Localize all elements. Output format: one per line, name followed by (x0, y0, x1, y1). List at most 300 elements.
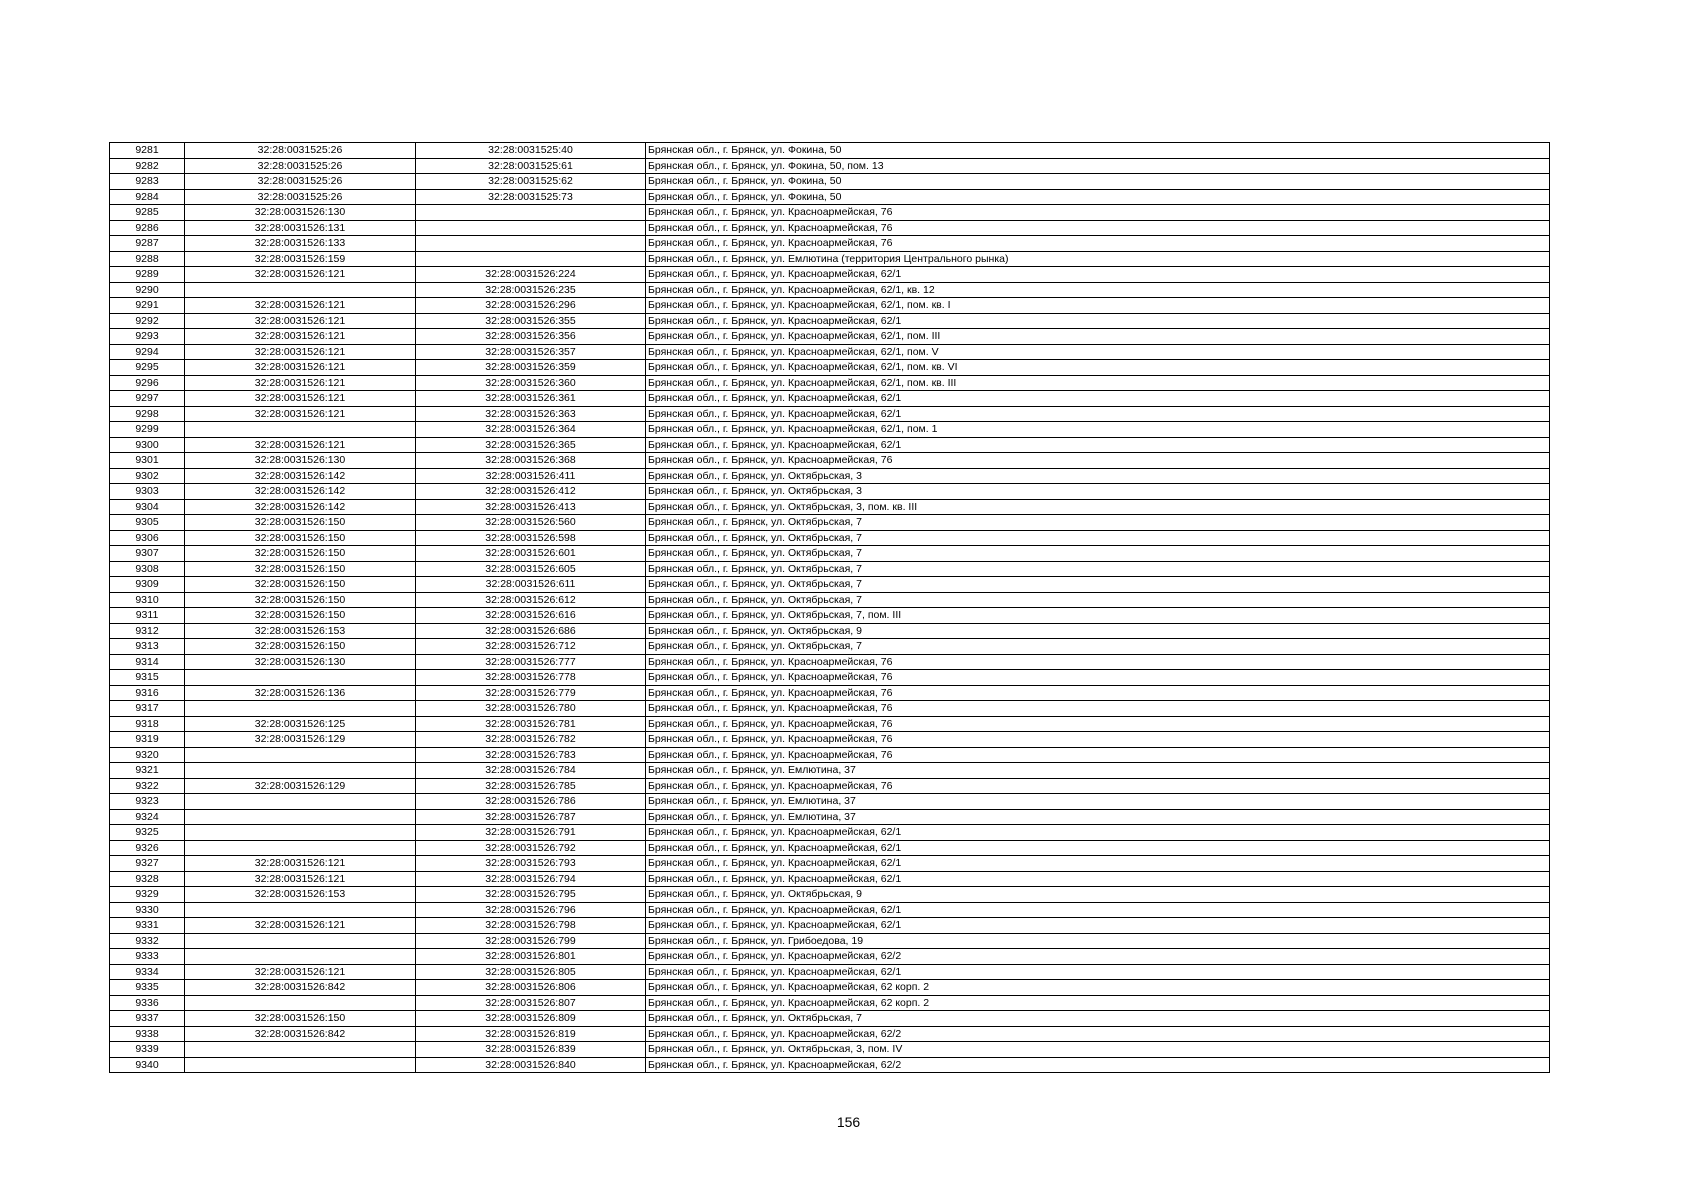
cell-row-number: 9318 (110, 716, 185, 732)
cell-cadastral-number: 32:28:0031526:364 (416, 422, 646, 438)
cell-address: Брянская обл., г. Брянск, ул. Красноармейская, 76 (646, 453, 1550, 469)
cell-row-number: 9289 (110, 267, 185, 283)
cell-address: Брянская обл., г. Брянск, ул. Октябрьская, 9 (646, 623, 1550, 639)
cell-parent-cadastral-number (185, 794, 416, 810)
cell-cadastral-number: 32:28:0031526:601 (416, 546, 646, 562)
cell-address: Брянская обл., г. Брянск, ул. Красноармейская, 76 (646, 220, 1550, 236)
cell-parent-cadastral-number: 32:28:0031526:142 (185, 499, 416, 515)
cell-parent-cadastral-number: 32:28:0031526:130 (185, 453, 416, 469)
cell-address: Брянская обл., г. Брянск, ул. Красноармейская, 62/1, пом. кв. VI (646, 360, 1550, 376)
cell-address: Брянская обл., г. Брянск, ул. Красноармейская, 62/1 (646, 437, 1550, 453)
cell-parent-cadastral-number (185, 282, 416, 298)
cell-parent-cadastral-number: 32:28:0031526:142 (185, 484, 416, 500)
table-row (110, 794, 1550, 810)
table-row (110, 949, 1550, 965)
cell-parent-cadastral-number: 32:28:0031526:129 (185, 732, 416, 748)
cell-parent-cadastral-number: 32:28:0031526:129 (185, 778, 416, 794)
cell-parent-cadastral-number (185, 809, 416, 825)
cell-cadastral-number: 32:28:0031526:368 (416, 453, 646, 469)
cell-cadastral-number: 32:28:0031526:794 (416, 871, 646, 887)
cell-address: Брянская обл., г. Брянск, ул. Красноармейская, 62/1, пом. III (646, 329, 1550, 345)
table-row (110, 329, 1550, 345)
cell-row-number: 9313 (110, 639, 185, 655)
cell-address: Брянская обл., г. Брянск, ул. Красноармейская, 76 (646, 685, 1550, 701)
table-row (110, 592, 1550, 608)
table-row (110, 298, 1550, 314)
cell-row-number: 9287 (110, 236, 185, 252)
cell-parent-cadastral-number: 32:28:0031526:121 (185, 329, 416, 345)
table-row (110, 840, 1550, 856)
cell-address: Брянская обл., г. Брянск, ул. Октябрьская, 3, пом. IV (646, 1042, 1550, 1058)
cell-row-number: 9292 (110, 313, 185, 329)
cell-address: Брянская обл., г. Брянск, ул. Фокина, 50 (646, 174, 1550, 190)
cell-cadastral-number: 32:28:0031526:796 (416, 902, 646, 918)
cell-cadastral-number: 32:28:0031526:412 (416, 484, 646, 500)
cell-address: Брянская обл., г. Брянск, ул. Октябрьская, 3 (646, 484, 1550, 500)
cell-cadastral-number (416, 251, 646, 267)
cell-address: Брянская обл., г. Брянск, ул. Фокина, 50, пом. 13 (646, 158, 1550, 174)
table-row (110, 437, 1550, 453)
cell-parent-cadastral-number (185, 933, 416, 949)
cell-row-number: 9311 (110, 608, 185, 624)
cell-row-number: 9285 (110, 205, 185, 221)
cell-cadastral-number: 32:28:0031526:355 (416, 313, 646, 329)
cell-parent-cadastral-number: 32:28:0031526:121 (185, 375, 416, 391)
table-row (110, 701, 1550, 717)
cell-parent-cadastral-number: 32:28:0031526:121 (185, 298, 416, 314)
cell-row-number: 9328 (110, 871, 185, 887)
cell-address: Брянская обл., г. Брянск, ул. Емлютина, 37 (646, 763, 1550, 779)
cell-cadastral-number: 32:28:0031526:787 (416, 809, 646, 825)
table-row (110, 825, 1550, 841)
cell-cadastral-number: 32:28:0031526:809 (416, 1011, 646, 1027)
cell-cadastral-number: 32:28:0031526:791 (416, 825, 646, 841)
cell-cadastral-number: 32:28:0031526:365 (416, 437, 646, 453)
table-row (110, 143, 1550, 159)
cell-cadastral-number: 32:28:0031526:778 (416, 670, 646, 686)
table-row (110, 902, 1550, 918)
cell-row-number: 9317 (110, 701, 185, 717)
cell-cadastral-number: 32:28:0031526:786 (416, 794, 646, 810)
cell-cadastral-number: 32:28:0031526:807 (416, 995, 646, 1011)
cell-cadastral-number: 32:28:0031526:612 (416, 592, 646, 608)
table-row (110, 1011, 1550, 1027)
cell-row-number: 9293 (110, 329, 185, 345)
cell-row-number: 9281 (110, 143, 185, 159)
table-row (110, 220, 1550, 236)
cell-cadastral-number: 32:28:0031526:792 (416, 840, 646, 856)
cell-row-number: 9339 (110, 1042, 185, 1058)
cell-address: Брянская обл., г. Брянск, ул. Красноармейская, 62/1 (646, 964, 1550, 980)
cell-cadastral-number: 32:28:0031526:801 (416, 949, 646, 965)
table-row (110, 670, 1550, 686)
cell-row-number: 9335 (110, 980, 185, 996)
cell-parent-cadastral-number (185, 825, 416, 841)
cell-parent-cadastral-number: 32:28:0031526:150 (185, 639, 416, 655)
cell-cadastral-number: 32:28:0031526:361 (416, 391, 646, 407)
page-number: 156 (836, 1114, 861, 1130)
cell-parent-cadastral-number: 32:28:0031526:130 (185, 654, 416, 670)
cell-row-number: 9316 (110, 685, 185, 701)
cell-row-number: 9330 (110, 902, 185, 918)
cell-address: Брянская обл., г. Брянск, ул. Красноармейская, 62/1, пом. кв. III (646, 375, 1550, 391)
cell-row-number: 9295 (110, 360, 185, 376)
cell-row-number: 9301 (110, 453, 185, 469)
cell-cadastral-number: 32:28:0031525:40 (416, 143, 646, 159)
table-row (110, 360, 1550, 376)
cell-parent-cadastral-number: 32:28:0031526:150 (185, 577, 416, 593)
cell-row-number: 9283 (110, 174, 185, 190)
cell-row-number: 9325 (110, 825, 185, 841)
table-row (110, 422, 1550, 438)
cell-row-number: 9302 (110, 468, 185, 484)
cell-cadastral-number: 32:28:0031526:413 (416, 499, 646, 515)
table-row (110, 453, 1550, 469)
cell-address: Брянская обл., г. Брянск, ул. Красноармейская, 62/1 (646, 267, 1550, 283)
cell-cadastral-number (416, 220, 646, 236)
cell-address: Брянская обл., г. Брянск, ул. Красноармейская, 62/1, пом. V (646, 344, 1550, 360)
cell-row-number: 9340 (110, 1057, 185, 1073)
table-row (110, 747, 1550, 763)
table-row (110, 251, 1550, 267)
cell-cadastral-number: 32:28:0031526:784 (416, 763, 646, 779)
cell-row-number: 9303 (110, 484, 185, 500)
cell-row-number: 9294 (110, 344, 185, 360)
cell-row-number: 9321 (110, 763, 185, 779)
cell-address: Брянская обл., г. Брянск, ул. Октябрьская, 7 (646, 577, 1550, 593)
table-row (110, 716, 1550, 732)
table-row (110, 375, 1550, 391)
cell-cadastral-number: 32:28:0031526:359 (416, 360, 646, 376)
cell-parent-cadastral-number: 32:28:0031526:121 (185, 856, 416, 872)
cell-cadastral-number: 32:28:0031526:785 (416, 778, 646, 794)
cell-parent-cadastral-number: 32:28:0031526:150 (185, 1011, 416, 1027)
cell-cadastral-number: 32:28:0031526:840 (416, 1057, 646, 1073)
table-row (110, 577, 1550, 593)
cell-cadastral-number: 32:28:0031526:616 (416, 608, 646, 624)
cell-cadastral-number: 32:28:0031526:806 (416, 980, 646, 996)
cell-cadastral-number: 32:28:0031526:805 (416, 964, 646, 980)
cell-parent-cadastral-number: 32:28:0031526:153 (185, 623, 416, 639)
cell-row-number: 9333 (110, 949, 185, 965)
cell-parent-cadastral-number: 32:28:0031526:131 (185, 220, 416, 236)
table-row (110, 205, 1550, 221)
cell-cadastral-number: 32:28:0031526:560 (416, 515, 646, 531)
table-row (110, 639, 1550, 655)
table-row (110, 158, 1550, 174)
cell-address: Брянская обл., г. Брянск, ул. Красноармейская, 62/1 (646, 391, 1550, 407)
cell-address: Брянская обл., г. Брянск, ул. Красноармейская, 62/2 (646, 949, 1550, 965)
table-row (110, 391, 1550, 407)
table-row (110, 267, 1550, 283)
cell-address: Брянская обл., г. Брянск, ул. Красноармейская, 62/1 (646, 902, 1550, 918)
cell-parent-cadastral-number: 32:28:0031526:121 (185, 344, 416, 360)
cadastral-table (109, 142, 1550, 1073)
cell-row-number: 9331 (110, 918, 185, 934)
table-row (110, 468, 1550, 484)
cell-row-number: 9290 (110, 282, 185, 298)
cell-row-number: 9314 (110, 654, 185, 670)
cell-cadastral-number: 32:28:0031526:795 (416, 887, 646, 903)
cell-cadastral-number: 32:28:0031526:799 (416, 933, 646, 949)
cell-parent-cadastral-number: 32:28:0031525:26 (185, 174, 416, 190)
cell-address: Брянская обл., г. Брянск, ул. Красноармейская, 62/2 (646, 1026, 1550, 1042)
cell-cadastral-number (416, 205, 646, 221)
cell-cadastral-number: 32:28:0031525:73 (416, 189, 646, 205)
cell-address: Брянская обл., г. Брянск, ул. Октябрьская, 9 (646, 887, 1550, 903)
table-row (110, 530, 1550, 546)
cell-address: Брянская обл., г. Брянск, ул. Октябрьская, 7, пом. III (646, 608, 1550, 624)
cell-cadastral-number: 32:28:0031526:605 (416, 561, 646, 577)
cell-address: Брянская обл., г. Брянск, ул. Красноармейская, 62/1, пом. 1 (646, 422, 1550, 438)
cell-parent-cadastral-number: 32:28:0031526:136 (185, 685, 416, 701)
cell-row-number: 9336 (110, 995, 185, 1011)
table-row (110, 685, 1550, 701)
table-row (110, 174, 1550, 190)
cell-address: Брянская обл., г. Брянск, ул. Красноармейская, 62/2 (646, 1057, 1550, 1073)
cell-cadastral-number: 32:28:0031526:781 (416, 716, 646, 732)
table-row (110, 995, 1550, 1011)
table-row (110, 561, 1550, 577)
cell-cadastral-number: 32:28:0031526:611 (416, 577, 646, 593)
cell-cadastral-number: 32:28:0031526:224 (416, 267, 646, 283)
cell-cadastral-number: 32:28:0031526:777 (416, 654, 646, 670)
cell-address: Брянская обл., г. Брянск, ул. Красноармейская, 76 (646, 236, 1550, 252)
cell-address: Брянская обл., г. Брянск, ул. Красноармейская, 76 (646, 732, 1550, 748)
cell-row-number: 9315 (110, 670, 185, 686)
cell-cadastral-number: 32:28:0031526:780 (416, 701, 646, 717)
cell-address: Брянская обл., г. Брянск, ул. Октябрьская, 7 (646, 530, 1550, 546)
table-body (110, 143, 1550, 1073)
cell-row-number: 9332 (110, 933, 185, 949)
cell-parent-cadastral-number: 32:28:0031526:842 (185, 980, 416, 996)
cell-cadastral-number: 32:28:0031526:357 (416, 344, 646, 360)
cell-address: Брянская обл., г. Брянск, ул. Красноармейская, 76 (646, 654, 1550, 670)
cell-row-number: 9309 (110, 577, 185, 593)
cell-parent-cadastral-number: 32:28:0031526:121 (185, 267, 416, 283)
cell-parent-cadastral-number: 32:28:0031526:121 (185, 918, 416, 934)
table-row (110, 1026, 1550, 1042)
cell-address: Брянская обл., г. Брянск, ул. Красноармейская, 62/1 (646, 840, 1550, 856)
cell-row-number: 9296 (110, 375, 185, 391)
cell-row-number: 9305 (110, 515, 185, 531)
cell-parent-cadastral-number (185, 747, 416, 763)
cell-address: Брянская обл., г. Брянск, ул. Красноармейская, 62/1, кв. 12 (646, 282, 1550, 298)
table-row (110, 623, 1550, 639)
cell-cadastral-number: 32:28:0031526:819 (416, 1026, 646, 1042)
cell-cadastral-number: 32:28:0031526:793 (416, 856, 646, 872)
cell-address: Брянская обл., г. Брянск, ул. Красноармейская, 62/1 (646, 825, 1550, 841)
cell-parent-cadastral-number: 32:28:0031526:121 (185, 871, 416, 887)
cell-parent-cadastral-number: 32:28:0031526:150 (185, 546, 416, 562)
cell-cadastral-number: 32:28:0031526:798 (416, 918, 646, 934)
table-row (110, 809, 1550, 825)
cell-cadastral-number: 32:28:0031526:782 (416, 732, 646, 748)
cell-cadastral-number: 32:28:0031526:356 (416, 329, 646, 345)
cell-cadastral-number: 32:28:0031526:839 (416, 1042, 646, 1058)
cell-parent-cadastral-number (185, 670, 416, 686)
table-row (110, 406, 1550, 422)
cell-parent-cadastral-number (185, 1057, 416, 1073)
cell-row-number: 9306 (110, 530, 185, 546)
cell-parent-cadastral-number (185, 701, 416, 717)
cell-parent-cadastral-number: 32:28:0031525:26 (185, 143, 416, 159)
cell-address: Брянская обл., г. Брянск, ул. Красноармейская, 62/1 (646, 871, 1550, 887)
cell-row-number: 9299 (110, 422, 185, 438)
cell-row-number: 9327 (110, 856, 185, 872)
cell-address: Брянская обл., г. Брянск, ул. Октябрьская, 3, пом. кв. III (646, 499, 1550, 515)
cell-parent-cadastral-number: 32:28:0031526:842 (185, 1026, 416, 1042)
table-row (110, 1057, 1550, 1073)
cell-parent-cadastral-number: 32:28:0031526:121 (185, 964, 416, 980)
cell-cadastral-number: 32:28:0031526:598 (416, 530, 646, 546)
cell-cadastral-number: 32:28:0031525:62 (416, 174, 646, 190)
cell-row-number: 9307 (110, 546, 185, 562)
cell-parent-cadastral-number (185, 840, 416, 856)
cell-cadastral-number: 32:28:0031526:296 (416, 298, 646, 314)
cell-row-number: 9291 (110, 298, 185, 314)
cell-parent-cadastral-number (185, 422, 416, 438)
cell-parent-cadastral-number: 32:28:0031526:150 (185, 592, 416, 608)
cell-parent-cadastral-number: 32:28:0031526:150 (185, 561, 416, 577)
table-row (110, 933, 1550, 949)
cell-cadastral-number: 32:28:0031526:779 (416, 685, 646, 701)
cell-address: Брянская обл., г. Брянск, ул. Красноармейская, 76 (646, 670, 1550, 686)
cell-row-number: 9337 (110, 1011, 185, 1027)
cell-address: Брянская обл., г. Брянск, ул. Емлютина (территория Центрального рынка) (646, 251, 1550, 267)
cell-parent-cadastral-number: 32:28:0031526:130 (185, 205, 416, 221)
cell-row-number: 9284 (110, 189, 185, 205)
cell-row-number: 9282 (110, 158, 185, 174)
cell-parent-cadastral-number: 32:28:0031526:159 (185, 251, 416, 267)
cell-row-number: 9308 (110, 561, 185, 577)
table-row (110, 1042, 1550, 1058)
cell-row-number: 9310 (110, 592, 185, 608)
cell-row-number: 9320 (110, 747, 185, 763)
table-row (110, 313, 1550, 329)
cell-parent-cadastral-number: 32:28:0031526:150 (185, 515, 416, 531)
cell-address: Брянская обл., г. Брянск, ул. Октябрьская, 7 (646, 1011, 1550, 1027)
cell-parent-cadastral-number: 32:28:0031526:121 (185, 437, 416, 453)
cell-cadastral-number: 32:28:0031526:360 (416, 375, 646, 391)
cell-cadastral-number: 32:28:0031526:686 (416, 623, 646, 639)
cell-parent-cadastral-number: 32:28:0031526:121 (185, 406, 416, 422)
cell-cadastral-number: 32:28:0031526:363 (416, 406, 646, 422)
table-row (110, 236, 1550, 252)
cell-row-number: 9286 (110, 220, 185, 236)
table-row (110, 499, 1550, 515)
cell-row-number: 9319 (110, 732, 185, 748)
cell-cadastral-number: 32:28:0031526:783 (416, 747, 646, 763)
table-row (110, 778, 1550, 794)
cell-row-number: 9338 (110, 1026, 185, 1042)
cell-address: Брянская обл., г. Брянск, ул. Красноармейская, 76 (646, 701, 1550, 717)
cell-address: Брянская обл., г. Брянск, ул. Емлютина, 37 (646, 809, 1550, 825)
cell-address: Брянская обл., г. Брянск, ул. Октябрьская, 7 (646, 561, 1550, 577)
table-row (110, 484, 1550, 500)
cell-parent-cadastral-number: 32:28:0031526:121 (185, 313, 416, 329)
cell-address: Брянская обл., г. Брянск, ул. Красноармейская, 76 (646, 205, 1550, 221)
cell-row-number: 9312 (110, 623, 185, 639)
table-row (110, 189, 1550, 205)
cell-parent-cadastral-number: 32:28:0031526:150 (185, 530, 416, 546)
table-row (110, 546, 1550, 562)
cell-row-number: 9304 (110, 499, 185, 515)
cell-address: Брянская обл., г. Брянск, ул. Грибоедова, 19 (646, 933, 1550, 949)
cell-address: Брянская обл., г. Брянск, ул. Октябрьская, 7 (646, 546, 1550, 562)
cell-address: Брянская обл., г. Брянск, ул. Красноармейская, 62/1 (646, 918, 1550, 934)
cell-row-number: 9298 (110, 406, 185, 422)
cell-address: Брянская обл., г. Брянск, ул. Красноармейская, 62 корп. 2 (646, 995, 1550, 1011)
cell-address: Брянская обл., г. Брянск, ул. Фокина, 50 (646, 143, 1550, 159)
cell-address: Брянская обл., г. Брянск, ул. Фокина, 50 (646, 189, 1550, 205)
cell-address: Брянская обл., г. Брянск, ул. Красноармейская, 62 корп. 2 (646, 980, 1550, 996)
cell-parent-cadastral-number: 32:28:0031525:26 (185, 158, 416, 174)
cell-cadastral-number: 32:28:0031526:235 (416, 282, 646, 298)
cell-parent-cadastral-number: 32:28:0031526:125 (185, 716, 416, 732)
cell-parent-cadastral-number: 32:28:0031526:142 (185, 468, 416, 484)
cell-address: Брянская обл., г. Брянск, ул. Октябрьская, 7 (646, 639, 1550, 655)
cell-address: Брянская обл., г. Брянск, ул. Октябрьская, 7 (646, 592, 1550, 608)
cell-parent-cadastral-number (185, 763, 416, 779)
table-row (110, 654, 1550, 670)
table-row (110, 732, 1550, 748)
table-row (110, 763, 1550, 779)
cell-row-number: 9288 (110, 251, 185, 267)
table-row (110, 918, 1550, 934)
cell-row-number: 9326 (110, 840, 185, 856)
table-row (110, 515, 1550, 531)
cell-parent-cadastral-number: 32:28:0031526:133 (185, 236, 416, 252)
cell-row-number: 9334 (110, 964, 185, 980)
cell-address: Брянская обл., г. Брянск, ул. Красноармейская, 62/1, пом. кв. I (646, 298, 1550, 314)
table-row (110, 344, 1550, 360)
cell-parent-cadastral-number: 32:28:0031526:153 (185, 887, 416, 903)
cell-cadastral-number: 32:28:0031526:411 (416, 468, 646, 484)
table-row (110, 608, 1550, 624)
cell-row-number: 9297 (110, 391, 185, 407)
cell-parent-cadastral-number (185, 995, 416, 1011)
cell-cadastral-number: 32:28:0031525:61 (416, 158, 646, 174)
cell-parent-cadastral-number (185, 902, 416, 918)
cell-row-number: 9322 (110, 778, 185, 794)
cell-parent-cadastral-number: 32:28:0031526:150 (185, 608, 416, 624)
cell-address: Брянская обл., г. Брянск, ул. Красноармейская, 62/1 (646, 856, 1550, 872)
table-row (110, 980, 1550, 996)
cell-parent-cadastral-number (185, 949, 416, 965)
cell-address: Брянская обл., г. Брянск, ул. Красноармейская, 76 (646, 716, 1550, 732)
cell-address: Брянская обл., г. Брянск, ул. Октябрьская, 7 (646, 515, 1550, 531)
table-row (110, 871, 1550, 887)
table-row (110, 856, 1550, 872)
cell-address: Брянская обл., г. Брянск, ул. Красноармейская, 62/1 (646, 313, 1550, 329)
cell-row-number: 9324 (110, 809, 185, 825)
cell-address: Брянская обл., г. Брянск, ул. Емлютина, 37 (646, 794, 1550, 810)
cell-address: Брянская обл., г. Брянск, ул. Красноармейская, 76 (646, 747, 1550, 763)
cell-cadastral-number (416, 236, 646, 252)
cell-address: Брянская обл., г. Брянск, ул. Октябрьская, 3 (646, 468, 1550, 484)
cell-parent-cadastral-number (185, 1042, 416, 1058)
table-row (110, 887, 1550, 903)
cell-cadastral-number: 32:28:0031526:712 (416, 639, 646, 655)
cell-address: Брянская обл., г. Брянск, ул. Красноармейская, 76 (646, 778, 1550, 794)
cell-parent-cadastral-number: 32:28:0031526:121 (185, 360, 416, 376)
table-row (110, 964, 1550, 980)
cell-parent-cadastral-number: 32:28:0031525:26 (185, 189, 416, 205)
cell-row-number: 9329 (110, 887, 185, 903)
cell-row-number: 9300 (110, 437, 185, 453)
cell-parent-cadastral-number: 32:28:0031526:121 (185, 391, 416, 407)
